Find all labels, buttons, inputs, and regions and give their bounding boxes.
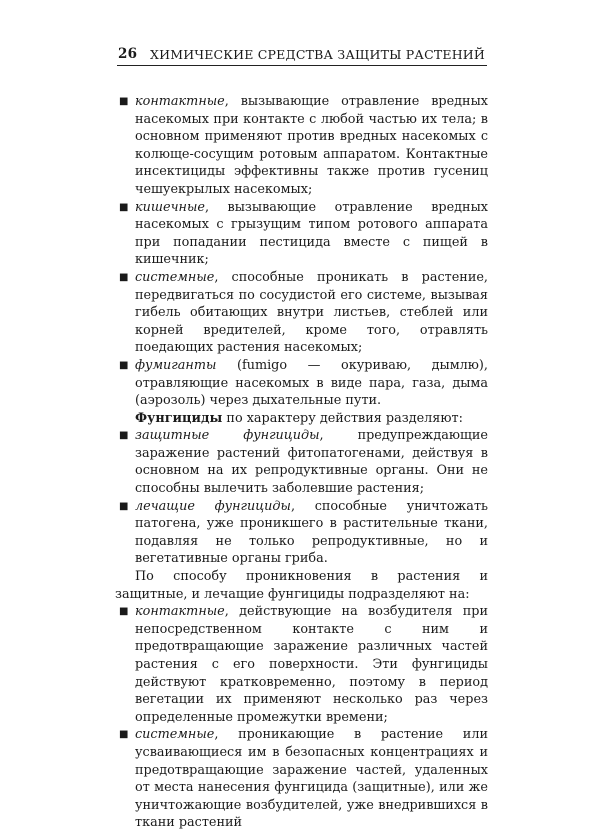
fungicide-action-list xyxy=(115,427,488,568)
term: кишечные xyxy=(135,199,205,215)
bullet-icon: ■ xyxy=(119,729,129,741)
running-head xyxy=(117,43,487,66)
term: системные xyxy=(135,269,215,285)
term: системные xyxy=(135,727,215,743)
list-item xyxy=(115,726,488,832)
term: защитные фунгициды xyxy=(135,428,320,444)
term: фумиганты xyxy=(135,357,217,373)
bullet-icon: ■ xyxy=(119,201,129,213)
intro-text: по характеру действия разделяют: xyxy=(222,410,463,426)
term: контактные xyxy=(135,604,225,620)
fungicides-intro xyxy=(115,410,488,428)
list-item xyxy=(115,498,488,568)
body-text xyxy=(115,93,488,832)
item-text: (fumigo — окуриваю, дымлю), отравляющие насекомых в виде пара, газа, дыма (аэрозоль) через дыхательные пути. xyxy=(135,357,488,409)
list-item xyxy=(115,357,488,410)
fungicide-penetration-list xyxy=(115,603,488,832)
bullet-icon: ■ xyxy=(119,359,129,371)
term: контактные xyxy=(135,94,225,109)
bold-term: Фунгициды xyxy=(135,410,223,426)
bullet-icon: ■ xyxy=(119,96,129,107)
running-title: ХИМИЧЕСКИЕ СРЕДСТВА ЗАЩИТЫ РАСТЕНИЙ xyxy=(150,47,485,62)
bullet-icon: ■ xyxy=(119,500,129,512)
item-text: , проникающие в растение или усваивающиеся им в безопасных концентрациях и предотвращающие заражение частей, удаленных от места нанесения фунгицида (защитные), или же уничтожающие возбудителей, уже внедрившихся в ткани растений xyxy=(135,727,488,831)
item-text: , способные проникать в растение, передвигаться по сосудистой его системе, вызывая гибель обитающих внутри листьев, стеблей или корней вредителей, кроме того, отравлять поедающих растения насекомых; xyxy=(135,269,488,356)
bullet-icon: ■ xyxy=(119,271,129,283)
item-text: , действующие на возбудителя при непосредственном контакте с ним и предотвращающие заражение различных частей растения с его поверхности. Эти фунгициды действуют кратковременно, поэтому в период вегетации их применяют несколько раз через определенные промежутки времени; xyxy=(135,604,488,725)
penetration-intro: По способу проникновения в растения и защитные, и лечащие фунгициды подразделяют на: xyxy=(115,569,488,602)
list-item xyxy=(115,93,488,199)
list-item xyxy=(115,199,488,269)
item-text: , способные уничтожать патогена, уже проникшего в растительные ткани, подавляя не только репродуктивные, но и вегетативные органы гриба. xyxy=(135,498,488,567)
item-text: , предупреждающие заражение растений фитопатогенами, действуя в основном на их репродуктивные органы. Они не способны вылечить заболевшие растения; xyxy=(135,428,488,497)
bullet-icon: ■ xyxy=(119,606,129,618)
term: лечащие фунгициды xyxy=(135,498,291,514)
list-item xyxy=(115,427,488,497)
list-item xyxy=(115,603,488,726)
item-text: , вызывающие отравление вредных насекомых с грызущим типом ротового аппарата при попадании пестицида вместе с пищей в кишечник; xyxy=(135,199,488,268)
page-number: 26 xyxy=(118,46,138,62)
bullet-icon: ■ xyxy=(119,430,129,442)
item-text: , вызывающие отравление вредных насекомых при контакте с любой частью их тела; в основном применяют против вредных насекомых с колюще-сосущим ротовым аппаратом. Контактные инсектициды эффективны также против гусениц чешуекрылых насекомых; xyxy=(135,94,488,197)
insecticide-types-list xyxy=(115,93,488,410)
list-item xyxy=(115,269,488,357)
